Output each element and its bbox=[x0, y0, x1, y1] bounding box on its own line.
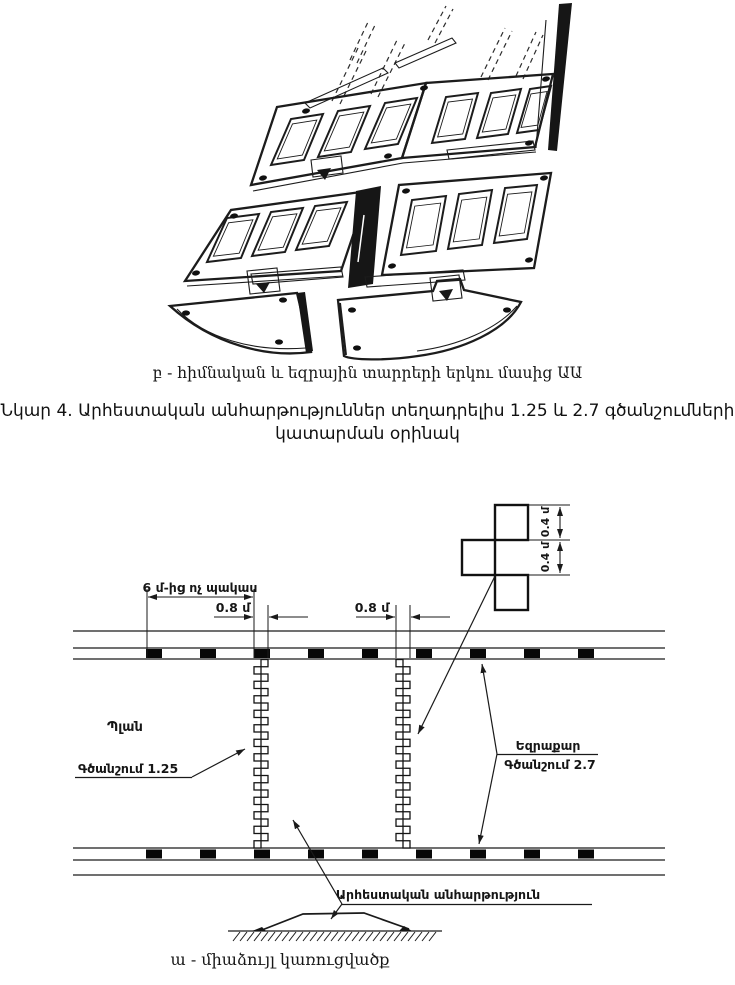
hatch-stroke bbox=[261, 932, 268, 941]
checker-cell bbox=[403, 797, 410, 804]
hatch-stroke bbox=[275, 932, 282, 941]
checker-cell bbox=[261, 776, 268, 783]
curb-marking-27-callout bbox=[479, 664, 598, 844]
hatch-stroke bbox=[317, 932, 324, 941]
hatch-stroke bbox=[331, 932, 338, 941]
checker-cell bbox=[261, 834, 268, 841]
hump-cross-section bbox=[228, 913, 442, 941]
hatch-stroke bbox=[373, 932, 380, 941]
checker-cell bbox=[396, 703, 403, 710]
ground-hatching bbox=[233, 932, 436, 941]
checker-cell bbox=[403, 768, 410, 775]
checker-cell bbox=[261, 718, 268, 725]
checker-cell bbox=[403, 812, 410, 819]
window-inner-frame bbox=[324, 112, 364, 151]
marking-125-callout bbox=[75, 749, 245, 778]
checker-cell bbox=[403, 783, 410, 790]
upper-slab-assembly bbox=[251, 3, 572, 191]
checker-cell bbox=[403, 754, 410, 761]
window-inner-frame bbox=[453, 197, 487, 242]
checker-cell bbox=[254, 696, 261, 703]
window-inner-frame bbox=[302, 208, 341, 244]
checker-cell bbox=[254, 725, 261, 732]
checker-cell bbox=[261, 819, 268, 826]
checker-cell bbox=[254, 841, 261, 848]
checker-cell bbox=[403, 739, 410, 746]
checker-cell bbox=[396, 834, 403, 841]
window-inner-frame bbox=[407, 203, 441, 248]
checker-cell bbox=[261, 660, 268, 667]
hatch-stroke bbox=[359, 932, 366, 941]
checker-cell bbox=[261, 747, 268, 754]
hatch-stroke bbox=[268, 932, 275, 941]
checker-cell bbox=[396, 718, 403, 725]
dim-08-right-label: 0.8 մ bbox=[354, 600, 390, 615]
window-inner-frame bbox=[213, 220, 253, 256]
checker-cell bbox=[261, 703, 268, 710]
hatch-stroke bbox=[310, 932, 317, 941]
checker-cell bbox=[254, 768, 261, 775]
checker-cell bbox=[396, 689, 403, 696]
road-plan bbox=[73, 631, 665, 875]
end-fan-piece-right bbox=[338, 279, 521, 359]
checker-cell bbox=[396, 790, 403, 797]
checker-cell bbox=[261, 674, 268, 681]
checker-cell bbox=[396, 674, 403, 681]
checker-cell bbox=[261, 790, 268, 797]
hatch-stroke bbox=[408, 932, 415, 941]
hatch-stroke bbox=[233, 932, 240, 941]
hatch-stroke bbox=[282, 932, 289, 941]
checker-cell bbox=[396, 805, 403, 812]
marking-27-label: Գծանշում 2.7 bbox=[504, 757, 596, 772]
checker-cell bbox=[254, 754, 261, 761]
checker-cell bbox=[254, 797, 261, 804]
checker-cell bbox=[261, 805, 268, 812]
hatch-stroke bbox=[387, 932, 394, 941]
marking-125-zigzag-left bbox=[254, 660, 268, 849]
hatch-stroke bbox=[338, 932, 345, 941]
middle-slab-assembly bbox=[185, 173, 551, 301]
figure-a-caption: ա - միաձույլ կառուցվածք bbox=[170, 950, 390, 969]
dimensions bbox=[143, 580, 450, 658]
figure-b-caption: բ - հիմնական և եզրային տարրերի երկու մասից ԱԱ bbox=[152, 364, 583, 382]
checker-cell bbox=[261, 689, 268, 696]
hatch-stroke bbox=[394, 932, 401, 941]
checker-cell bbox=[403, 725, 410, 732]
window-inner-frame bbox=[499, 192, 532, 236]
checker-cell bbox=[254, 826, 261, 833]
curb-label: Եզրաքար bbox=[515, 738, 581, 753]
checker-cell bbox=[254, 667, 261, 674]
checker-pattern-detail bbox=[418, 505, 570, 734]
window-inner-frame bbox=[371, 104, 411, 143]
hatch-stroke bbox=[380, 932, 387, 941]
dim-04-bottom-label: 0.4 մ bbox=[539, 541, 552, 573]
hatch-stroke bbox=[240, 932, 247, 941]
checker-cell bbox=[254, 783, 261, 790]
figure-title bbox=[0, 400, 735, 445]
checker-cell bbox=[396, 732, 403, 739]
marking-125-zigzag-right bbox=[396, 660, 410, 849]
hatch-stroke bbox=[254, 932, 261, 941]
checker-cell bbox=[396, 761, 403, 768]
checker-cell bbox=[403, 826, 410, 833]
artificial-hump-label: Արհեստական անհարթություն bbox=[335, 887, 541, 902]
figure-title-line1: Նկար 4. Արհեստական անհարթություններ տեղադրելիս 1.25 և 2.7 գծանշումների bbox=[0, 401, 735, 421]
checker-cell bbox=[396, 776, 403, 783]
figure-a-plan-diagram bbox=[0, 485, 735, 985]
checker-cell bbox=[261, 761, 268, 768]
end-fan-piece-left bbox=[170, 292, 313, 353]
checker-cell bbox=[254, 710, 261, 717]
checker-cell bbox=[403, 681, 410, 688]
hatch-stroke bbox=[422, 932, 429, 941]
checker-cell bbox=[254, 681, 261, 688]
hatch-stroke bbox=[429, 932, 436, 941]
hatch-stroke bbox=[415, 932, 422, 941]
hatch-stroke bbox=[352, 932, 359, 941]
hatch-stroke bbox=[345, 932, 352, 941]
checker-cell bbox=[396, 660, 403, 667]
checker-cell bbox=[403, 667, 410, 674]
dim-6m-label: 6 մ-ից ոչ պակաս bbox=[142, 580, 258, 595]
plan-label: Պլան bbox=[107, 720, 143, 735]
checker-cell bbox=[396, 747, 403, 754]
hump-profile bbox=[262, 913, 409, 930]
hatch-stroke bbox=[366, 932, 373, 941]
checker-cell bbox=[261, 732, 268, 739]
hatch-stroke bbox=[296, 932, 303, 941]
window-inner-frame bbox=[277, 120, 317, 159]
figure-title-line2: կատարման օրինակ bbox=[275, 423, 460, 444]
dim-08-left-label: 0.8 մ bbox=[215, 600, 251, 615]
hatch-stroke bbox=[401, 932, 408, 941]
checker-cell bbox=[254, 739, 261, 746]
artificial-hump-callout bbox=[293, 820, 592, 919]
hatch-stroke bbox=[324, 932, 331, 941]
checker-cell bbox=[403, 710, 410, 717]
checker-cell bbox=[254, 812, 261, 819]
dim-04-top-label: 0.4 մ bbox=[539, 506, 552, 538]
hatch-stroke bbox=[289, 932, 296, 941]
hatch-stroke bbox=[303, 932, 310, 941]
checker-cell bbox=[403, 696, 410, 703]
marking-125-label: Գծանշում 1.25 bbox=[78, 761, 179, 776]
hatch-stroke bbox=[247, 932, 254, 941]
window-inner-frame bbox=[258, 214, 297, 250]
checker-cell bbox=[403, 841, 410, 848]
checker-cell bbox=[396, 819, 403, 826]
